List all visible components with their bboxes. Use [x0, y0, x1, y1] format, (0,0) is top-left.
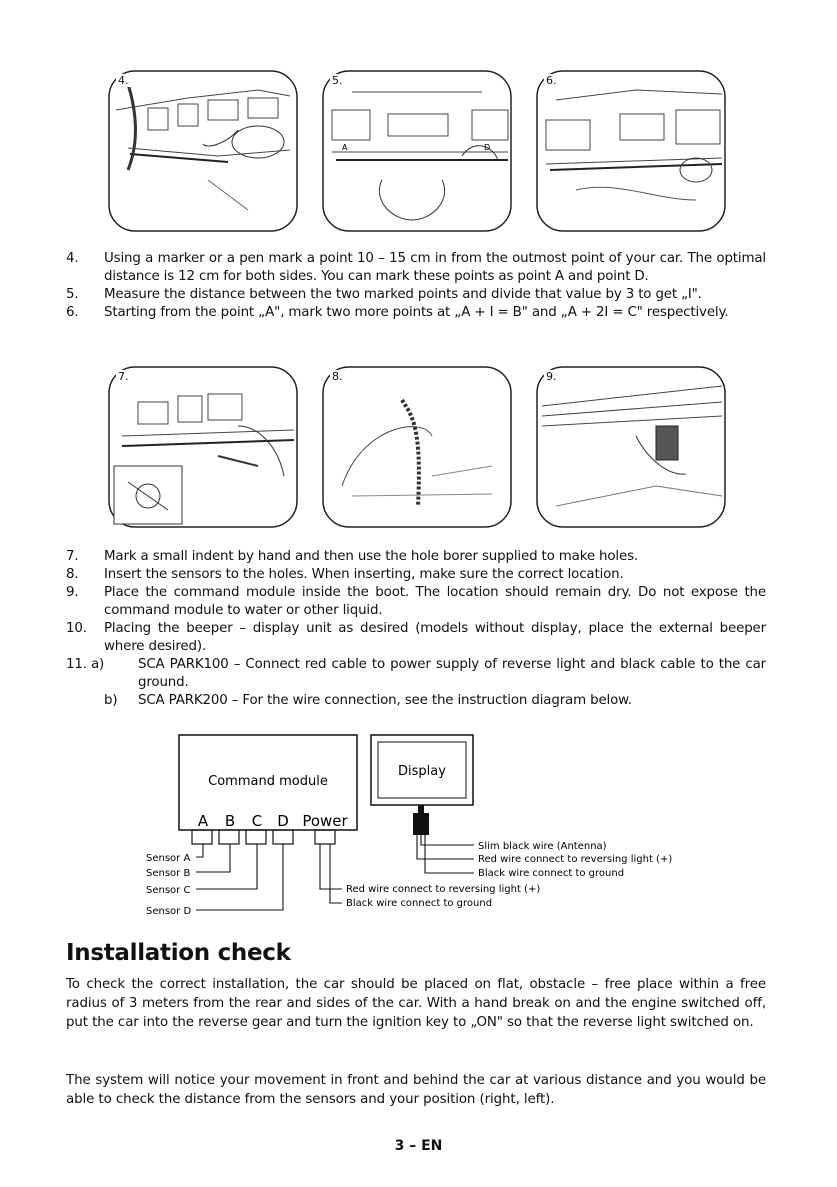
figure-number: 9. [546, 370, 557, 383]
section-paragraph: The system will notice your movement in front and behind the car at various distance and you would be able to check the distance from the sensors and your position (right, left). [66, 1073, 766, 1107]
figure-step-4 [108, 70, 298, 232]
figure-step-7 [108, 366, 298, 528]
steps-list-mid [66, 548, 766, 710]
display-wires [417, 835, 474, 873]
port-power-label: Power [302, 812, 348, 830]
steps-list-top [66, 250, 766, 322]
display-antenna-wire-label: Slim black wire (Antenna) [478, 841, 607, 852]
list-item: 5. Measure the distance between the two marked points and divide that value by 3 to get „I". [66, 287, 702, 302]
section-paragraph: To check the correct installation, the car should be placed on flat, obstacle – free place within a free radius of 3 meters from the rear and sides of the car. With a hand break on and the engine switched off, put the car into the reverse gear and turn the ignition key to „ON" so that the reverse light switched on. [66, 977, 766, 1030]
figure-step-6 [536, 70, 726, 232]
point-d-label: D [484, 143, 491, 152]
power-red-wire-label: Red wire connect to reversing light (+) [346, 884, 541, 895]
port-b-label: B [224, 812, 236, 830]
port-d-label: D [277, 812, 289, 830]
list-item: 9. Place the command module inside the boot. The location should remain dry. Do not expose the command module to water or other liquid. [66, 585, 766, 618]
list-item: b) SCA PARK200 – For the wire connection, see the instruction diagram below. [104, 693, 632, 708]
display-box [371, 735, 473, 805]
display-red-wire-label: Red wire connect to reversing light (+) [478, 854, 673, 865]
figure-step-5 [322, 70, 512, 232]
figure-number: 4. [118, 74, 129, 87]
figure-step-9 [536, 366, 726, 528]
section-title: Installation check [66, 940, 291, 966]
page-number: 3 – EN [394, 1138, 443, 1154]
list-item: 7. Mark a small indent by hand and then use the hole borer supplied to make holes. [66, 549, 639, 564]
command-module-title: Command module [208, 774, 328, 789]
list-item: 8. Insert the sensors to the holes. When inserting, make sure the correct location. [66, 567, 624, 582]
display-plug [413, 813, 429, 835]
sensor-a-label: Sensor A [146, 853, 191, 864]
list-item: 10. Placing the beeper – display unit as desired (models without display, place the external beeper where desired). [66, 621, 766, 654]
display-title: Display [398, 764, 446, 779]
list-item: 6. Starting from the point „A", mark two more points at „A + I = B" and „A + 2I = C" respectively. [66, 305, 729, 320]
figure-number: 8. [332, 370, 343, 383]
point-a-label: A [342, 143, 348, 152]
port-c-label: C [251, 812, 263, 830]
list-item: 11. a) SCA PARK100 – Connect red cable to power supply of reverse light and black cable to the car ground. [66, 657, 766, 690]
figure-number: 7. [118, 370, 129, 383]
sensor-d-label: Sensor D [146, 906, 192, 917]
port-a-label: A [197, 812, 209, 830]
sensor-b-label: Sensor B [146, 868, 191, 879]
display-black-wire-label: Black wire connect to ground [478, 868, 625, 879]
port-connectors [192, 830, 335, 844]
sensor-c-label: Sensor C [146, 885, 191, 896]
figure-step-8 [322, 366, 512, 528]
command-module-box [179, 735, 357, 830]
power-black-wire-label: Black wire connect to ground [346, 898, 493, 909]
figure-number: 5. [332, 74, 343, 87]
list-item: 4. Using a marker or a pen mark a point 10 – 15 cm in from the outmost point of your car. The optimal distance is 12 cm for both sides. You can mark these points as point A and point D. [66, 251, 766, 284]
figure-number: 6. [546, 74, 557, 87]
sensor-wires [196, 844, 342, 910]
